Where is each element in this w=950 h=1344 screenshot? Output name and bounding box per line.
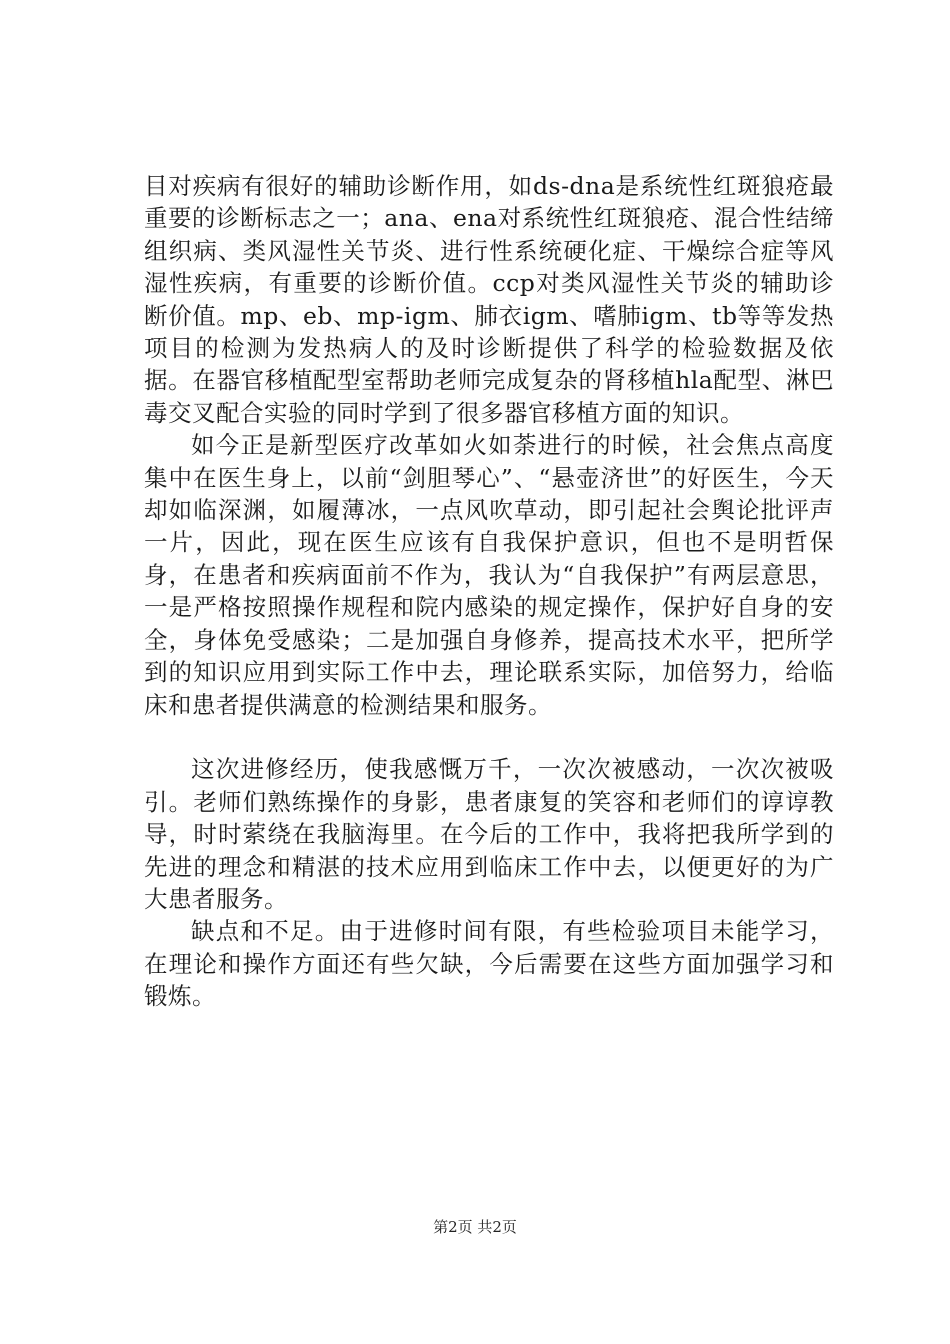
paragraph-shortcomings: 缺点和不足。由于进修时间有限，有些检验项目未能学习，在理论和操作方面还有些欠缺，今后需要在这些方面加强学习和锻炼。 [144, 917, 834, 1011]
paragraph-self-protection: 如今正是新型医疗改革如火如荼进行的时候，社会焦点高度集中在医生身上，以前“剑胆琴心”、“悬壶济世”的好医生，今天却如临深渊，如履薄冰，一点风吹草动，即引起社会舆论批评声一片，因此，现在医生应该有自我保护意识，但也不是明哲保身，在患者和疾病面前不作为，我认为“自我保护”有两层意思，一是严格按照操作规程和院内感染的规定操作，保护好自身的安全，身体免受感染；二是加强自身修养，提高技术水平，把所学到的知识应用到实际工作中去，理论联系实际，加倍努力，给临床和患者提供满意的检测结果和服务。 [144, 431, 834, 719]
paragraph-reflection: 这次进修经历，使我感慨万千，一次次被感动，一次次被吸引。老师们熟练操作的身影，患者康复的笑容和老师们的谆谆教导，时时萦绕在我脑海里。在今后的工作中，我将把我所学到的先进的理念和精湛的技术应用到临床工作中去，以便更好的为广大患者服务。 [144, 755, 834, 913]
paragraph-diagnostic-tests: 目对疾病有很好的辅助诊断作用，如ds-dna是系统性红斑狼疮最重要的诊断标志之一；ana、ena对系统性红斑狼疮、混合性结缔组织病、类风湿性关节炎、进行性系统硬化症、干燥综合症等风湿性疾病，有重要的诊断价值。ccp对类风湿性关节炎的辅助诊断价值。mp、eb、mp-igm、肺衣igm、嗜肺igm、tb等等发热项目的检测为发热病人的及时诊断提供了科学的检验数据及依据。在器官移植配型室帮助老师完成复杂的肾移植hla配型、淋巴毒交叉配合实验的同时学到了很多器官移植方面的知识。 [144, 172, 834, 427]
page-number-footer: 第2页 共2页 [433, 1218, 517, 1236]
paragraph-spacer [144, 721, 834, 753]
document-body [144, 170, 834, 1013]
